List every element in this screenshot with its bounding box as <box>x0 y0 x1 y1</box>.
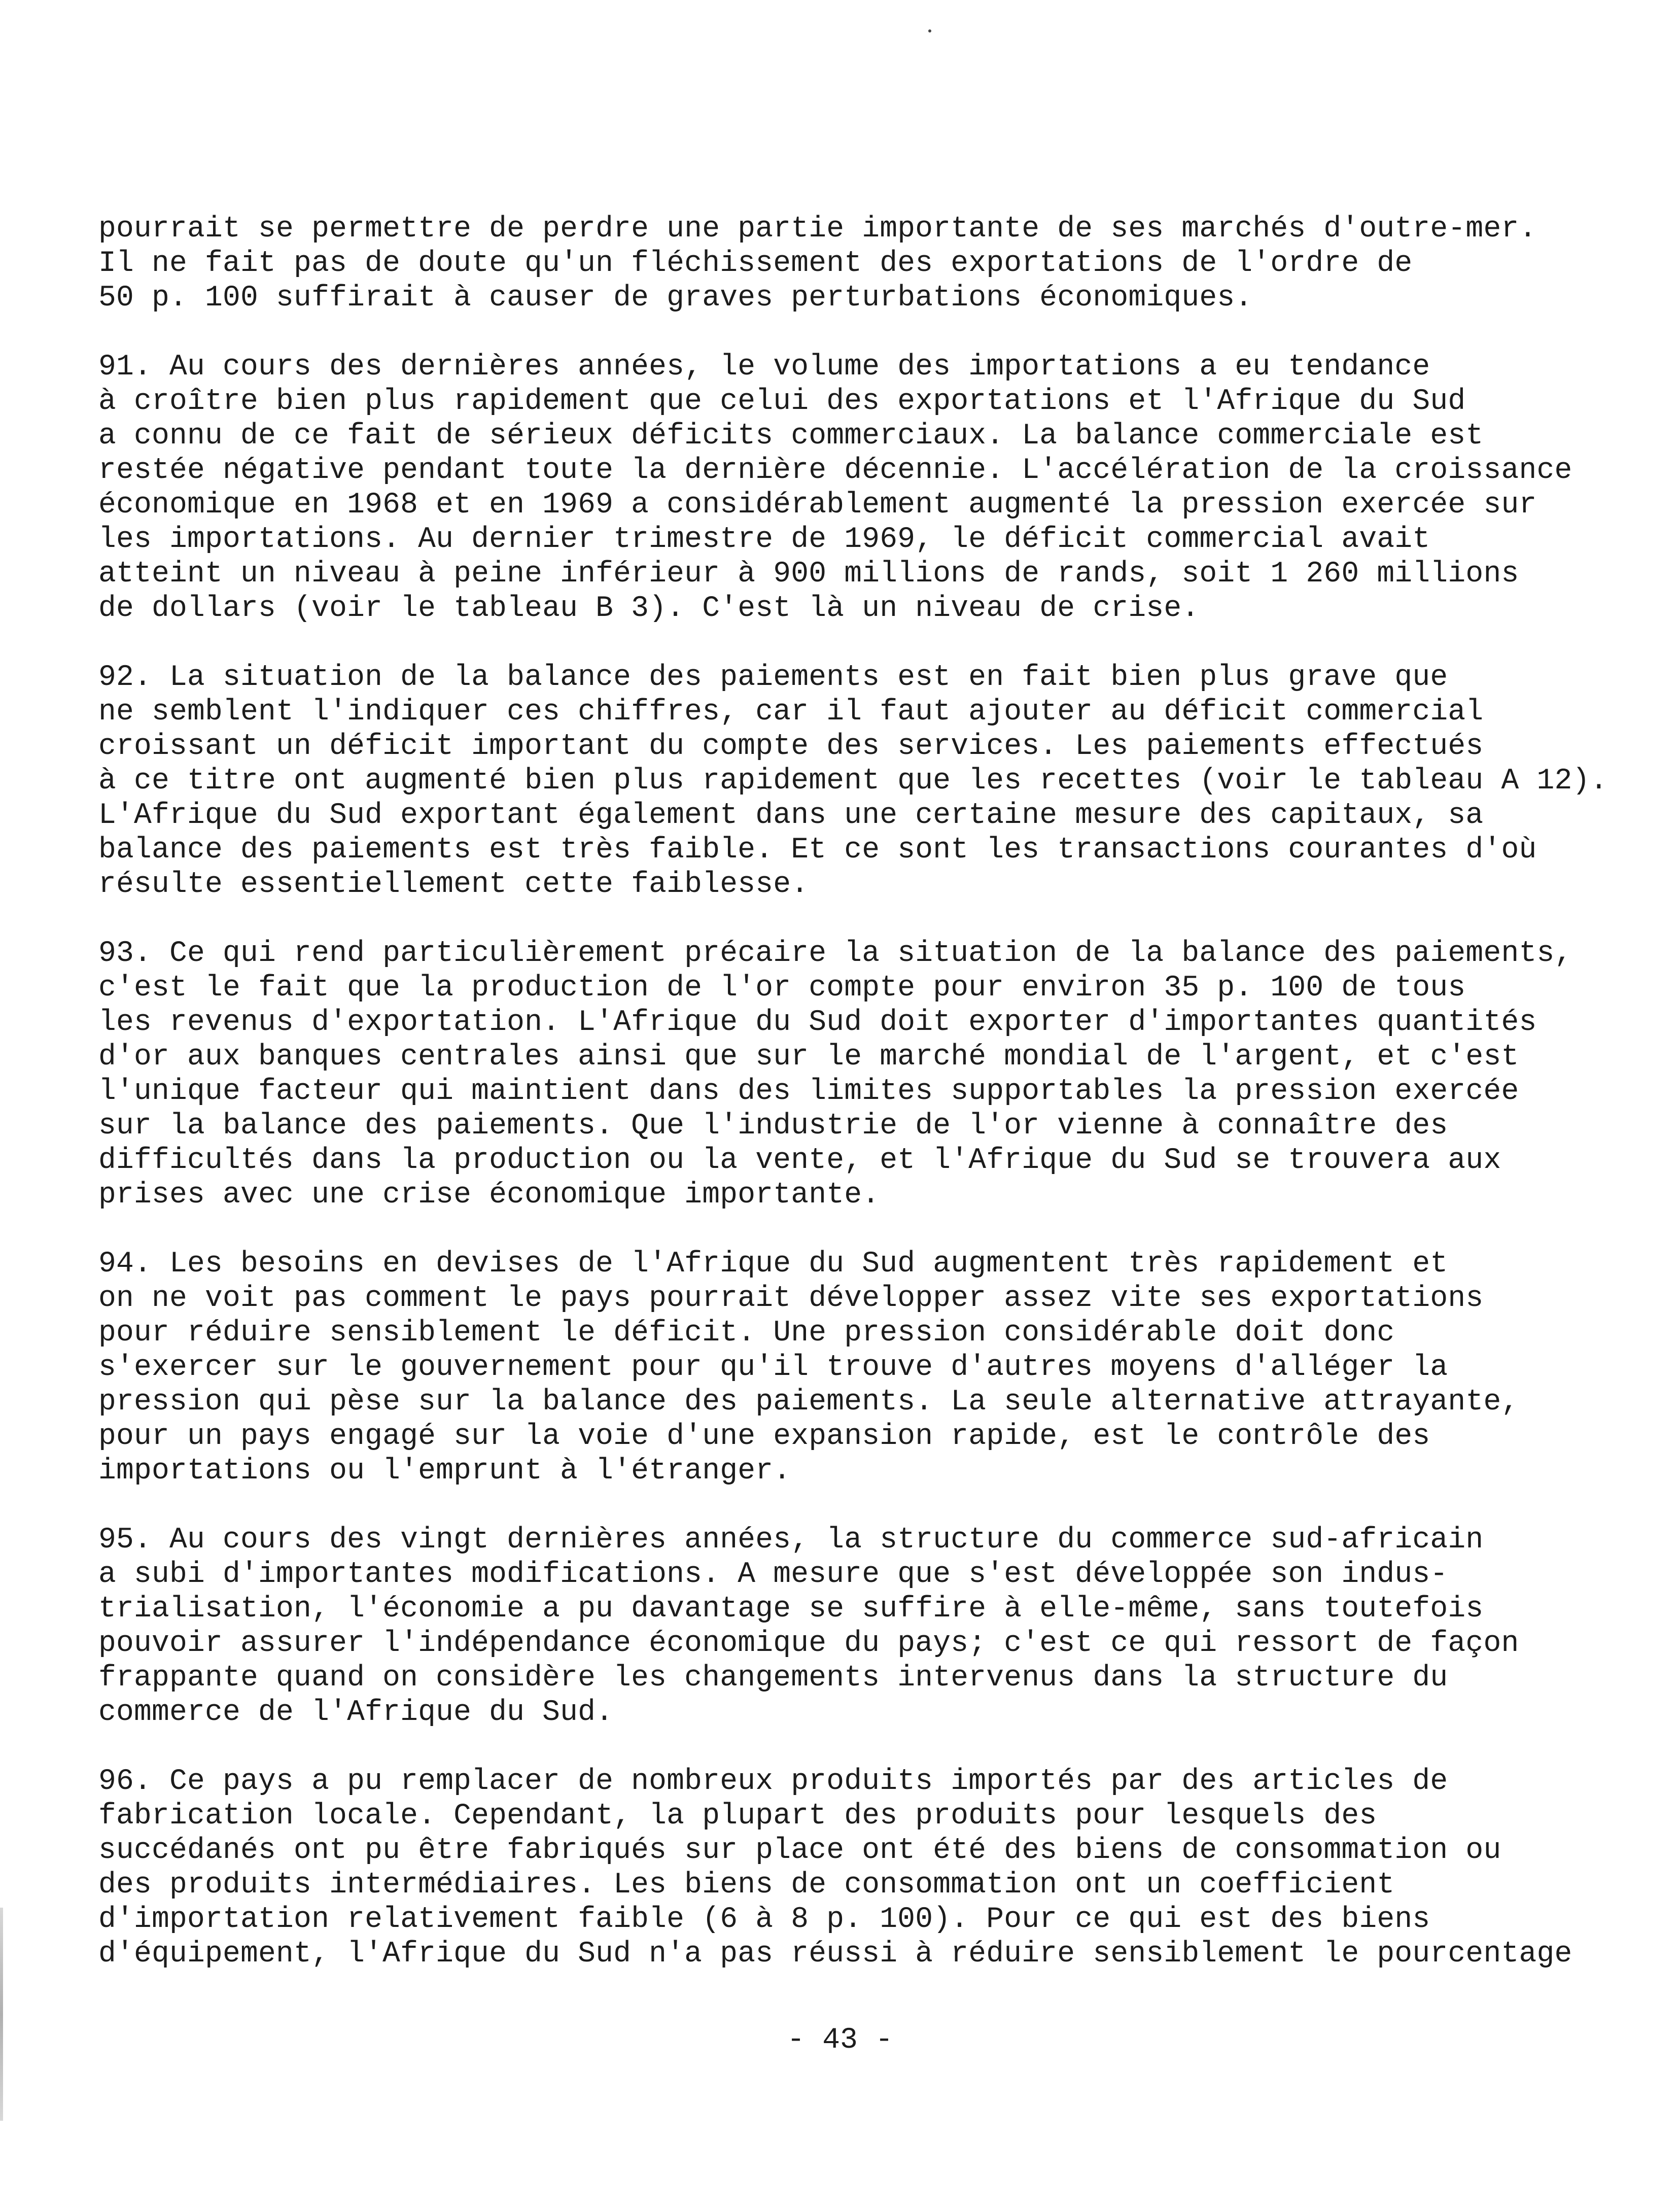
text-line: pourrait se permettre de perdre une partie importante de ses marchés d'outre-mer. <box>98 213 1537 246</box>
ink-speck <box>928 29 931 32</box>
text-line: prises avec une crise économique importante. <box>98 1179 880 1212</box>
paragraph <box>98 1523 1559 1730</box>
text-line: trialisation, l'économie a pu davantage se suffire à elle-même, sans toutefois <box>98 1593 1484 1626</box>
text-line: fabrication locale. Cependant, la plupart des produits pour lesquels des <box>98 1800 1377 1833</box>
text-line: pouvoir assurer l'indépendance économique du pays; c'est ce qui ressort de façon <box>98 1627 1519 1660</box>
text-line: a connu de ce fait de sérieux déficits commerciaux. La balance commerciale est <box>98 420 1484 453</box>
text-line: l'unique facteur qui maintient dans des limites supportables la pression exercée <box>98 1075 1519 1108</box>
paragraph <box>98 661 1608 902</box>
text-line: on ne voit pas comment le pays pourrait développer assez vite ses exportations <box>98 1282 1484 1315</box>
text-line: 96. Ce pays a pu remplacer de nombreux produits importés par des articles de <box>98 1765 1448 1798</box>
text-line: d'importation relativement faible (6 à 8 p. 100). Pour ce qui est des biens <box>98 1903 1430 1936</box>
text-line: pour réduire sensiblement le déficit. Une pression considérable doit donc <box>98 1317 1395 1350</box>
scan-edge-mark <box>0 1908 3 2121</box>
text-line: croissant un déficit important du compte des services. Les paiements effectués <box>98 730 1484 763</box>
paragraph <box>98 1765 1572 1972</box>
text-line: résulte essentiellement cette faiblesse. <box>98 868 809 901</box>
paragraph <box>98 212 1559 316</box>
text-line: restée négative pendant toute la dernière décennie. L'accélération de la croissance <box>98 454 1572 487</box>
text-line: atteint un niveau à peine inférieur à 900 millions de rands, soit 1 260 millions <box>98 558 1519 591</box>
text-line: les importations. Au dernier trimestre de 1969, le déficit commercial avait <box>98 523 1430 556</box>
text-line: des produits intermédiaires. Les biens de consommation ont un coefficient <box>98 1869 1395 1902</box>
paragraph <box>98 937 1572 1213</box>
text-line: frappante quand on considère les changements intervenus dans la structure du <box>98 1662 1448 1695</box>
paragraph <box>98 350 1572 626</box>
text-line: 94. Les besoins en devises de l'Afrique du Sud augmentent très rapidement et <box>98 1248 1448 1281</box>
text-line: 50 p. 100 suffirait à causer de graves perturbations économiques. <box>98 282 1253 315</box>
text-line: a subi d'importantes modifications. A mesure que s'est développée son indus- <box>98 1558 1448 1591</box>
paragraph <box>98 1247 1559 1489</box>
text-line: les revenus d'exportation. L'Afrique du Sud doit exporter d'importantes quantités <box>98 1006 1537 1039</box>
text-line: pour un pays engagé sur la voie d'une expansion rapide, est le contrôle des <box>98 1420 1430 1453</box>
text-line: 91. Au cours des dernières années, le volume des importations a eu tendance <box>98 351 1430 384</box>
text-line: balance des paiements est très faible. Et ce sont les transactions courantes d'où <box>98 834 1537 867</box>
text-line: Il ne fait pas de doute qu'un fléchissement des exportations de l'ordre de <box>98 247 1413 280</box>
text-line: d'or aux banques centrales ainsi que sur le marché mondial de l'argent, et c'est <box>98 1041 1519 1074</box>
text-line: à croître bien plus rapidement que celui des exportations et l'Afrique du Sud <box>98 385 1466 418</box>
body-text <box>98 212 1608 2006</box>
text-line: économique en 1968 et en 1969 a considérablement augmenté la pression exercée sur <box>98 489 1537 522</box>
text-line: 95. Au cours des vingt dernières années, la structure du commerce sud-africain <box>98 1524 1484 1557</box>
text-line: ne semblent l'indiquer ces chiffres, car il faut ajouter au déficit commercial <box>98 696 1484 729</box>
text-line: de dollars (voir le tableau B 3). C'est là un niveau de crise. <box>98 592 1200 625</box>
text-line: L'Afrique du Sud exportant également dans une certaine mesure des capitaux, sa <box>98 799 1484 832</box>
text-line: commerce de l'Afrique du Sud. <box>98 1696 614 1729</box>
text-line: pression qui pèse sur la balance des paiements. La seule alternative attrayante, <box>98 1386 1519 1419</box>
text-line: s'exercer sur le gouvernement pour qu'il trouve d'autres moyens d'alléger la <box>98 1351 1448 1384</box>
text-line: importations ou l'emprunt à l'étranger. <box>98 1455 791 1488</box>
text-line: difficultés dans la production ou la vente, et l'Afrique du Sud se trouvera aux <box>98 1144 1501 1177</box>
page-number: - 43 - <box>787 2024 893 2057</box>
text-line: 92. La situation de la balance des paiements est en fait bien plus grave que <box>98 661 1448 694</box>
text-line: d'équipement, l'Afrique du Sud n'a pas réussi à réduire sensiblement le pourcentage <box>98 1938 1572 1971</box>
text-line: à ce titre ont augmenté bien plus rapidement que les recettes (voir le tableau A 12). <box>98 765 1608 798</box>
text-line: succédanés ont pu être fabriqués sur place ont été des biens de consommation ou <box>98 1834 1501 1867</box>
text-line: sur la balance des paiements. Que l'industrie de l'or vienne à connaître des <box>98 1110 1448 1143</box>
text-line: c'est le fait que la production de l'or compte pour environ 35 p. 100 de tous <box>98 972 1466 1005</box>
text-line: 93. Ce qui rend particulièrement précaire la situation de la balance des paiements, <box>98 937 1572 970</box>
